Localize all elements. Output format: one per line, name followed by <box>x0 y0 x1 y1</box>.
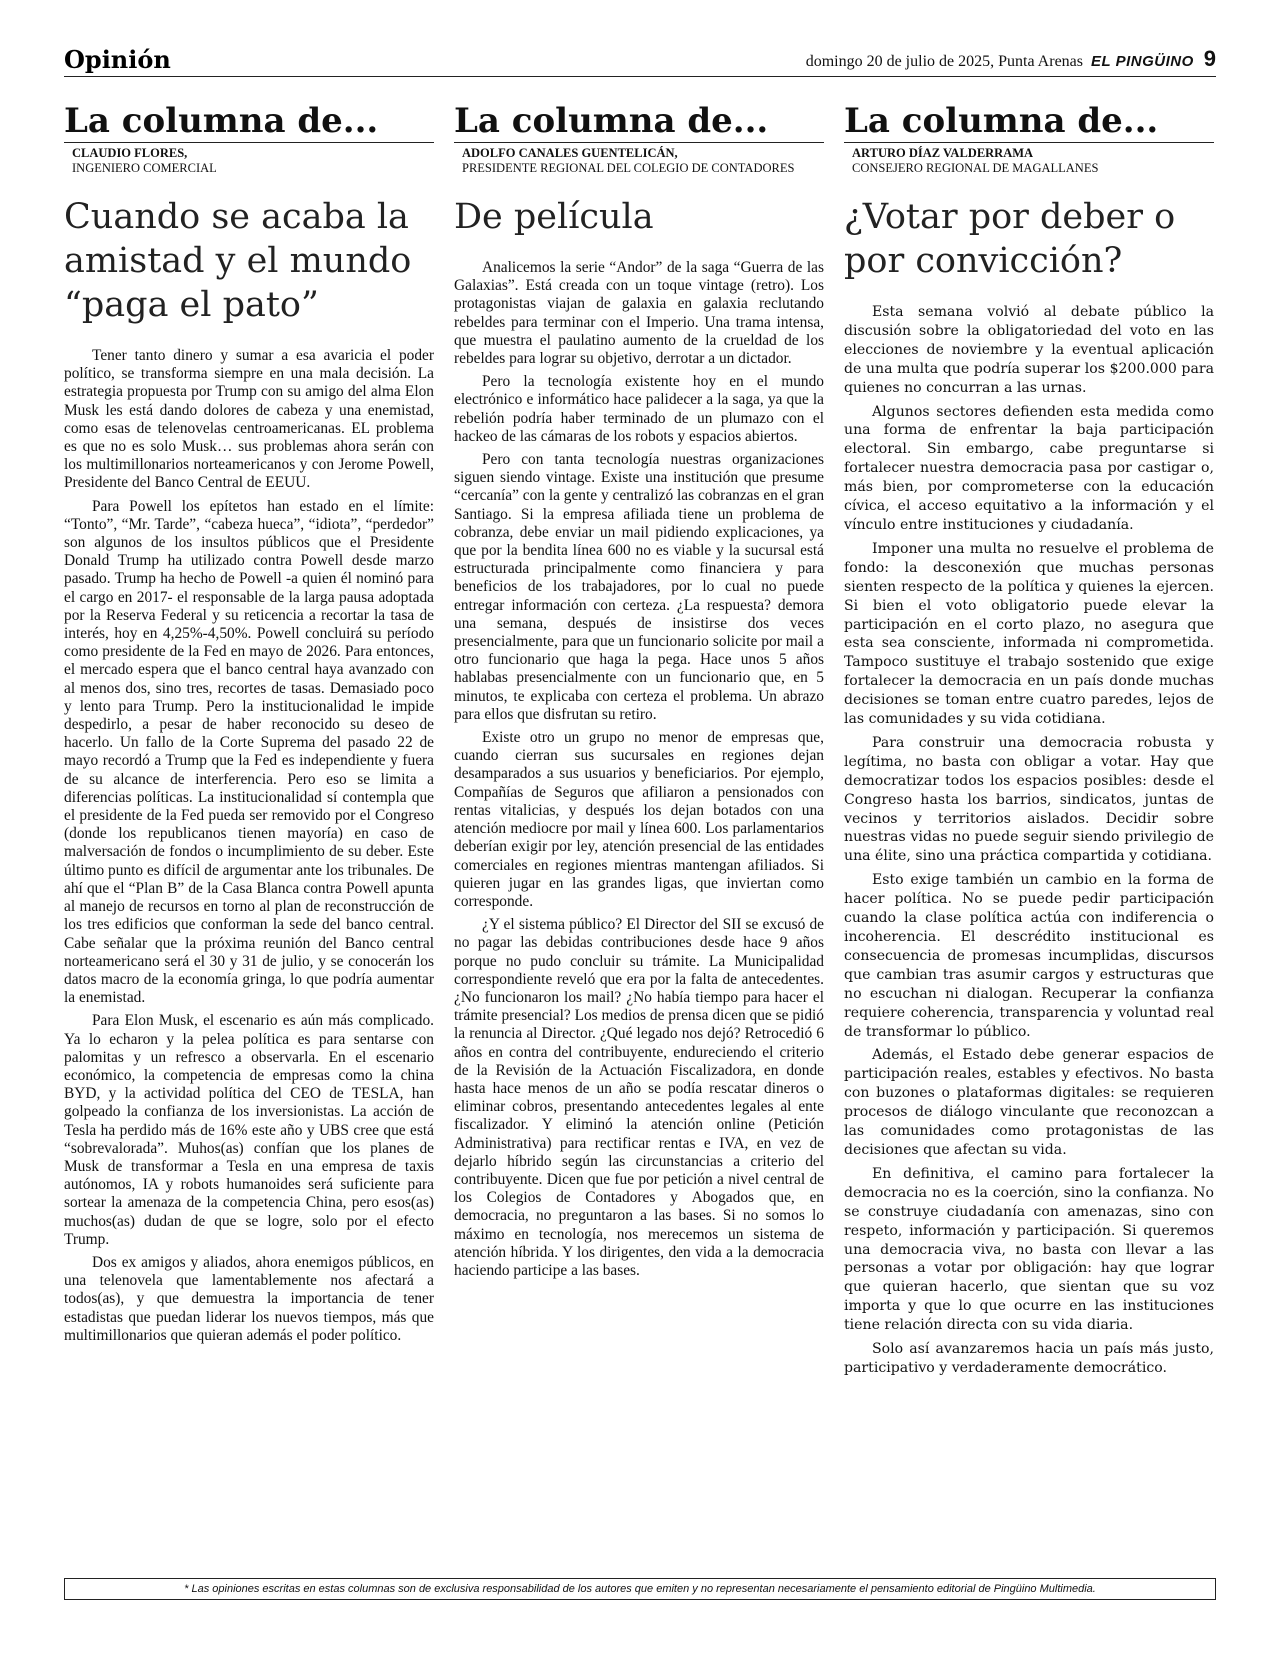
column-kicker: La columna de... <box>64 100 434 143</box>
article-paragraph: Para Powell los epítetos han estado en el límite: “Tonto”, “Mr. Tarde”, “cabeza hueca”, “idiota”, “perdedor” son algunos de los insultos públicos que el Presidente Donald Trump ha utilizado contra Powell desde marzo pasado. Trump ha hecho de Powell -a quien él nominó para el cargo en 2017- el responsable de la larga pausa adoptada por la Reserva Federal y su reticencia a recortar la tasa de interés, hoy en 4,25%-4,50%. Powell concluirá su período como presidente de la Fed en mayo de 2026. Para entonces, el mercado espera que el banco central haya avanzado con al menos dos, sino tres, recortes de tasas. Demasiado poco y lento para Trump. Pero la institucionalidad le impide despedirlo, a pesar de haber reconocido su deseo de hacerlo. Un fallo de la Corte Suprema del pasado 22 de mayo recordó a Trump que la Fed es independiente y fuera de su alcance de interferencia. Pero eso se limita a diferencias políticas. La institucionalidad sí contempla que el presidente de la Fed pueda ser removido por el Congreso (donde los republicanos tienen mayoría) en caso de malversación de fondos o incumplimiento de su deber. Este último punto es difícil de argumentar ante los tribunales. De ahí que el “Plan B” de la Casa Blanca contra Powell apunta al manejo de recursos en torno al plan de reconstrucción de los tres edificios que conforman la sede del banco central. Cabe señalar que la próxima reunión del Banco central norteamericano será el 30 y 31 de julio, y se conocerán los datos macro de la economía gringa, lo que podría aumentar la enemistad. <box>64 497 434 1007</box>
author-byline <box>72 146 434 176</box>
author-name: ADOLFO CANALES GUENTELICÁN, <box>462 146 678 160</box>
article-paragraph: Imponer una multa no resuelve el problema de fondo: la desconexión que muchas personas sienten respecto de la política y quienes la ejercen. Si bien el voto obligatorio puede elevar la participación en el corto plazo, no asegura que esta sea consciente, informada ni comprometida. Tampoco sustituye el trabajo sostenido que exige fortalecer la democracia en un país donde muchas decisiones se toman entre cuatro paredes, lejos de las comunidades y su vida cotidiana. <box>844 540 1214 728</box>
article-headline: Cuando se acaba la amistad y el mundo “paga el pato” <box>64 197 412 325</box>
article-paragraph: Además, el Estado debe generar espacios de participación reales, estables y efectivos. No basta con buzones o plataformas digitales: se requieren procesos de diálogo vinculante que reconozcan a las comunidades como protagonistas de las decisiones que afectan su vida. <box>844 1047 1214 1158</box>
section-title: Opinión <box>64 45 171 74</box>
article-body <box>64 347 434 1345</box>
article-paragraph: Pero la tecnología existente hoy en el mundo electrónico e informático hace palidecer a la saga, ya que la rebelión podría haber terminado de un plumazo con el hackeo de las cámaras de los robots y espacios abiertos. <box>454 373 824 445</box>
article-paragraph: Esta semana volvió al debate público la discusión sobre la obligatoriedad del voto en las elecciones de noviembre y la eventual aplicación de una multa que podría superar los $200.000 para quienes no concurran a las urnas. <box>844 304 1214 396</box>
author-role: CONSEJERO REGIONAL DE MAGALLANES <box>852 161 1099 175</box>
article-paragraph: ¿Y el sistema público? El Director del SII se excusó de no pagar las debidas contribuciones desde hace 9 años porque no pudo concluir su trámite. La Municipalidad correspondiente reveló que era por la falta de antecedentes. ¿No funcionaron los mail? ¿No había tiempo para hacer el trámite presencial? Los medios de prensa dicen que se pidió la renuncia al Director. ¿Qué legado nos dejó? Retrocedió 6 años en contra del contribuyente, endureciendo el criterio de la Revisión de la Actuación Fiscalizadora, en donde hasta hace menos de un año se podía rescatar dineros o eliminar cobros, presentando antecedentes legales al ente fiscalizador. Y eliminó la atención online (Petición Administrativa) para rectificar rentas e IVA, en vez de dejarlo híbrido según las circunstancias a criterio del contribuyente. Dicen que fue por petición a nivel central de los Colegios de Contadores y Abogados que, en democracia, no preguntaron a las bases. Si no somos lo máximo en tecnología, nos merecemos un sistema de atención híbrida. Y los dirigentes, den vida a la democracia haciendo participe a las bases. <box>454 916 824 1279</box>
column-2 <box>454 100 824 1285</box>
page-number: 9 <box>1203 46 1216 71</box>
article-paragraph: En definitiva, el camino para fortalecer la democracia no es la coerción, sino la confianza. No se construye ciudadanía con amenazas, sino con respeto, información y participación. Si queremos una democracia viva, no basta con llevar a las personas a votar por obligación: hay que lograr que quieran hacerlo, que sientan que su voz importa y que lo que ocurre en las instituciones tiene relación directa con su vida diaria. <box>844 1165 1214 1334</box>
article-paragraph: Tener tanto dinero y sumar a esa avaricia el poder político, se transforma siempre en una mala decisión. La estrategia propuesta por Trump con su amigo del alma Elon Musk les está dando dolores de cabeza y una enemistad, como esas de telenovelas centroamericanas. EL problema es que no es solo Musk… sus problemas ahora serán con los multimillonarios norteamericanos y con Jerome Powell, Presidente del Banco Central de EEUU. <box>64 347 434 492</box>
header-meta <box>806 46 1216 72</box>
article-paragraph: Algunos sectores defienden esta medida como una forma de enfrentar la baja participación electoral. Sin embargo, cabe preguntarse si fortalecer nuestra democracia pasa por castigar o, más bien, por comprometerse con la educación cívica, el acceso equitativo a la información y el vínculo entre instituciones y ciudadanía. <box>844 403 1214 533</box>
article-paragraph: Solo así avanzaremos hacia un país más justo, participativo y verdaderamente democrático. <box>844 1341 1214 1376</box>
article-headline: ¿Votar por deber o por convicción? <box>844 197 1176 281</box>
author-role: PRESIDENTE REGIONAL DEL COLEGIO DE CONTADORES <box>462 161 795 175</box>
article-paragraph: Esto exige también un cambio en la forma de hacer política. No se puede pedir participación cuando la clase política actúa con indiferencia o incoherencia. El descrédito institucional es consecuencia de promesas incumplidas, discursos que cambian tras asumir cargos y estructuras que no escuchan ni dialogan. Recuperar la confianza requiere coherencia, transparencia y voluntad real de transformar lo público. <box>844 872 1214 1040</box>
disclaimer-text: * Las opiniones escritas en estas columnas son de exclusiva responsabilidad de los autores que emiten y no representan necesariamente el pensamiento editorial de Pingüino Multimedia. <box>184 1583 1096 1595</box>
article-paragraph: Existe otro un grupo no menor de empresas que, cuando cierran sus sucursales en regiones dejan desamparados a sus usuarios y beneficiarios. Por ejemplo, Compañías de Seguros que afiliaron a pensionados con rentas vitalicias, y después los dejan botados con una atención mediocre por mail y línea 600. Los parlamentarios deberían exigir por ley, atención presencial de las entidades comerciales en regiones mientras mantengan afiliados. Si quieren jugar en las grandes ligas, que inviertan como corresponde. <box>454 729 824 910</box>
article-paragraph: Dos ex amigos y aliados, ahora enemigos públicos, en una telenovela que lamentablemente nos afectará a todos(as), y que demuestra la importancia de tener estadistas que puedan liderar los nuevos tiempos, más que multimillonarios que quieran además el poder político. <box>64 1253 434 1344</box>
author-byline <box>852 146 1214 176</box>
article-headline: De película <box>454 197 654 237</box>
page-header <box>64 46 1216 77</box>
column-kicker: La columna de... <box>844 100 1214 143</box>
article-body <box>454 259 824 1280</box>
column-kicker: La columna de... <box>454 100 824 143</box>
disclaimer-box <box>64 1578 1216 1600</box>
article-paragraph: Para construir una democracia robusta y legítima, no basta con obligar a votar. Hay que democratizar todos los espacios posibles: desde el Congreso hasta los barrios, sindicatos, juntas de vecinos y territorios aislados. Decidir sobre nuestras vidas no puede seguir siendo privilegio de una élite, sino una práctica compartida y cotidiana. <box>844 734 1214 865</box>
author-name: CLAUDIO FLORES, <box>72 146 188 160</box>
article-paragraph: Para Elon Musk, el escenario es aún más complicado. Ya lo echaron y la pelea política es para sentarse con palomitas y un refresco a observarla. En el escenario económico, la competencia de empresas como la china BYD, y la actividad política del CEO de TESLA, han golpeado la confianza de los inversionistas. La acción de Tesla ha perdido más de 16% este año y UBS cree que está “sobrevalorada”. Muhos(as) confían que los planes de Musk de transformar a Tesla en una empresa de taxis autónomos, IA y robots humanoides será suficiente para sortear la amenaza de la competencia China, pero esos(as) muchos(as) dudan de que se logre, solo por el efecto Trump. <box>64 1012 434 1248</box>
article-body <box>844 303 1214 1378</box>
column-3 <box>844 100 1214 1383</box>
column-1 <box>64 100 434 1350</box>
publication-date: domingo 20 de julio de 2025, Punta Arenas <box>805 53 1083 70</box>
author-byline <box>462 146 824 176</box>
article-paragraph: Analicemos la serie “Andor” de la saga “Guerra de las Galaxias”. Está creada con un toque vintage (retro). Los protagonistas viajan de galaxia en galaxia reclutando rebeldes para terminar con el Imperio. Una trama intensa, que muestra el paulatino aumento de la crueldad de los rebeldes para lograr su objetivo, derrotar a un dictador. <box>454 259 824 368</box>
newspaper-logo: EL PINGÜINO <box>1091 53 1194 70</box>
article-paragraph: Pero con tanta tecnología nuestras organizaciones siguen siendo vintage. Existe una institución que presume “cercanía” con la gente y centralizó las cobranzas en el gran Santiago. Si la empresa afiliada tiene un problema de cobranza, debe enviar un mail pidiendo explicaciones, ya que por la bendita línea 600 no es viable y la sucursal está estructurada principalmente como financiera y para beneficios de los trabajadores, por lo cual no puede entregar información con certeza. ¿La respuesta? demora una semana, después de insistirse dos veces presencialmente, para que un funcionario solicite por mail a otro funcionario que haga la pega. Hace unos 5 años hablabas presencialmente con un funcionario que, en 5 minutos, te explicaba con certeza el problema. Un abrazo para ellos que disfrutan su retiro. <box>454 451 825 723</box>
author-name: ARTURO DÍAZ VALDERRAMA <box>852 146 1034 160</box>
author-role: INGENIERO COMERCIAL <box>72 161 217 175</box>
